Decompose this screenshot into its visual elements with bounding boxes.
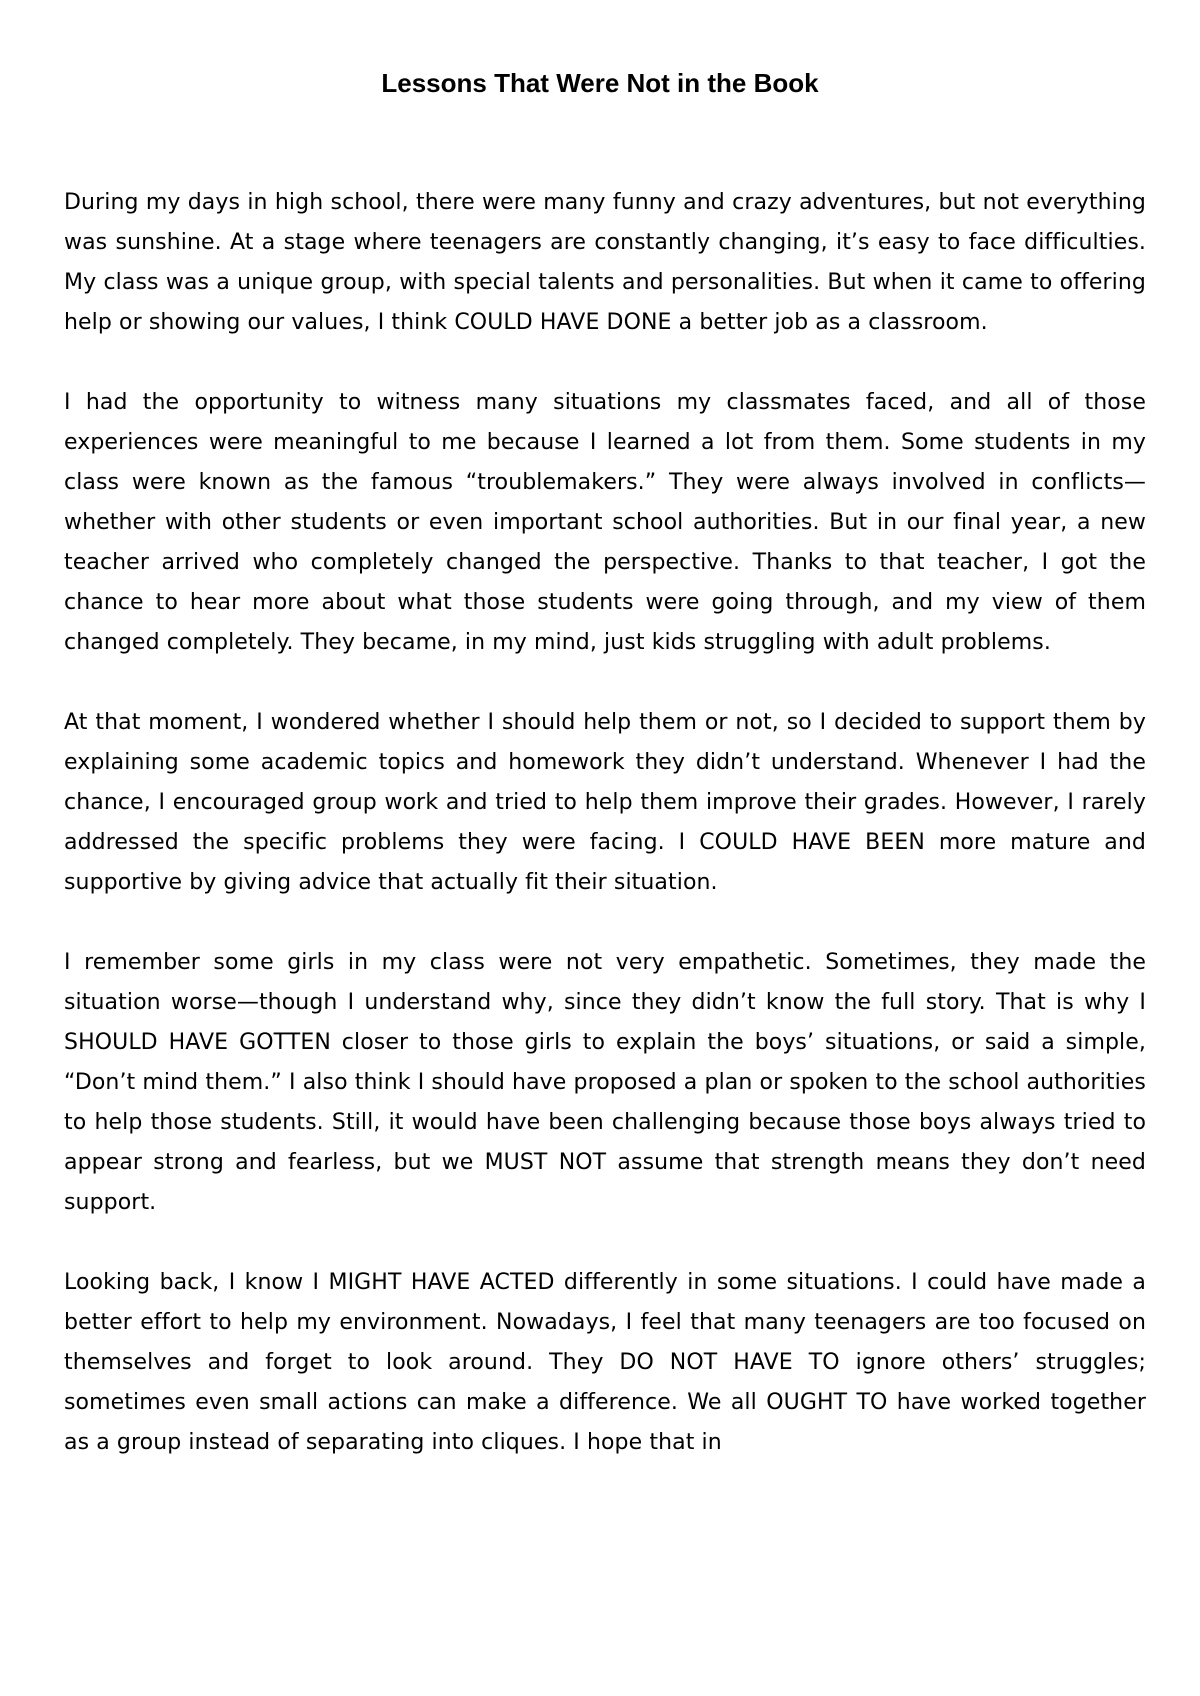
paragraph-1: During my days in high school, there were many funny and crazy adventures, but not everything was sunshine. At a stage where teenagers are constantly changing, it’s easy to face difficulties. My class was a unique group, with special talents and personalities. But when it came to offering help or showing our values, I think COULD HAVE DONE a better job as a classroom. xyxy=(64,190,1146,335)
paragraph-3: At that moment, I wondered whether I should help them or not, so I decided to support them by explaining some academic topics and homework they didn’t understand. Whenever I had the chance, I encouraged group work and tried to help them improve their grades. However, I rarely addressed the specific problems they were facing. I COULD HAVE BEEN more mature and supportive by giving advice that actually fit their situation. xyxy=(64,710,1146,895)
document-body xyxy=(64,183,1146,1503)
paragraph-2: I had the opportunity to witness many situations my classmates faced, and all of those experiences were meaningful to me because I learned a lot from them. Some students in my class were known as the famous “troublemakers.” They were always involved in conflicts—whether with other students or even important school authorities. But in our final year, a new teacher arrived who completely changed the perspective. Thanks to that teacher, I got the chance to hear more about what those students were going through, and my view of them changed completely. They became, in my mind, just kids struggling with adult problems. xyxy=(64,390,1146,655)
paragraph-4: I remember some girls in my class were not very empathetic. Sometimes, they made the situation worse—though I understand why, since they didn’t know the full story. That is why I SHOULD HAVE GOTTEN closer to those girls to explain the boys’ situations, or said a simple, “Don’t mind them.” I also think I should have proposed a plan or spoken to the school authorities to help those students. Still, it would have been challenging because those boys always tried to appear strong and fearless, but we MUST NOT assume that strength means they don’t need support. xyxy=(64,950,1146,1215)
paragraph-5: Looking back, I know I MIGHT HAVE ACTED differently in some situations. I could have made a better effort to help my environment. Nowadays, I feel that many teenagers are too focused on themselves and forget to look around. They DO NOT HAVE TO ignore others’ struggles; sometimes even small actions can make a difference. We all OUGHT TO have worked together as a group instead of separating into cliques. I hope that in xyxy=(64,1270,1146,1455)
document-title: Lessons That Were Not in the Book xyxy=(381,68,819,98)
